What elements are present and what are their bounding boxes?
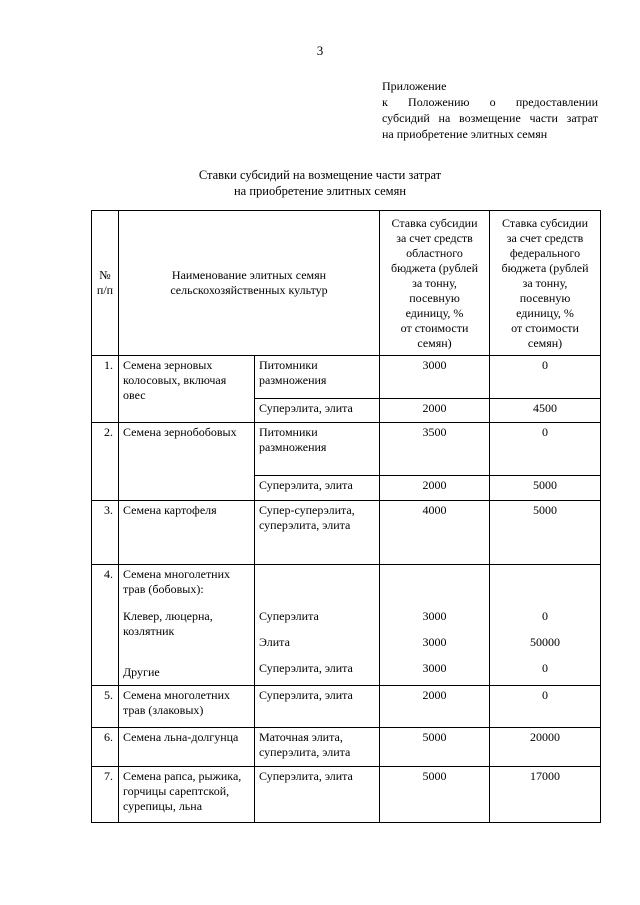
table-row [92, 423, 601, 476]
rate-value: 0 [542, 661, 549, 675]
crop-name-line: овес [123, 388, 146, 402]
subsidy-rates-table [91, 210, 601, 823]
federal-rate: 20000 [490, 728, 601, 767]
subcrop-name-line: Другие [123, 665, 160, 679]
header-regional-rate [380, 211, 490, 356]
federal-rate: 0 [490, 423, 601, 476]
category-line: Супер-суперэлита, [259, 503, 355, 517]
title-line: на приобретение элитных семян [233, 184, 407, 198]
seed-category [255, 565, 380, 686]
crop-name-line: сурепицы, льна [123, 799, 203, 813]
appendix-line: Приложение [382, 79, 447, 93]
rate-value: 0 [542, 609, 549, 623]
table-row [92, 501, 601, 565]
crop-name [119, 356, 255, 423]
category-line: Питомники [259, 425, 318, 439]
table-row [92, 728, 601, 767]
regional-rate: 2000 [380, 399, 490, 423]
category-line: размножения [259, 373, 327, 387]
federal-rate: 0 [490, 686, 601, 728]
category-line: Питомники [259, 358, 318, 372]
category-line: Суперэлита [259, 609, 319, 623]
header-federal-rate [490, 211, 601, 356]
crop-name-line: Семена льна-долгунца [123, 730, 239, 744]
header-text: Ставка субсидии [502, 215, 589, 230]
crop-name-line: колосовых, включая [123, 373, 227, 387]
header-text: № [99, 268, 111, 282]
header-text: за счет средств [506, 230, 584, 245]
crop-name-line: Семена многолетних [123, 688, 231, 702]
category-line: размножения [259, 440, 327, 454]
crop-name-line: Семена зернобобовых [123, 425, 237, 439]
row-number: 5. [92, 686, 119, 728]
row-number: 7. [92, 767, 119, 823]
federal-rate: 5000 [490, 501, 601, 565]
appendix-line: субсидий на возмещение части затрат [382, 111, 598, 125]
federal-rate [490, 565, 601, 686]
regional-rate: 2000 [380, 476, 490, 501]
crop-name [119, 501, 255, 565]
federal-rate: 5000 [490, 476, 601, 501]
header-text: п/п [96, 283, 114, 297]
header-text: от стоимости [400, 320, 469, 335]
header-text: от стоимости [511, 320, 579, 335]
crop-name-line: Семена картофеля [123, 503, 217, 517]
crop-name [119, 728, 255, 767]
header-text: сельскохозяйственных культур [170, 283, 328, 297]
header-text: за тонну, [522, 275, 568, 290]
crop-name-line: Семена рапса, рыжика, [123, 769, 242, 783]
regional-rate: 3500 [380, 423, 490, 476]
header-text: семян) [527, 335, 563, 350]
crop-name [119, 686, 255, 728]
regional-rate: 2000 [380, 686, 490, 728]
regional-rate: 5000 [380, 728, 490, 767]
header-text: федерального [509, 245, 581, 260]
crop-name-line: трав (бобовых): [123, 582, 204, 596]
table-row [92, 767, 601, 823]
regional-rate [380, 565, 490, 686]
header-text: единицу, % [405, 305, 464, 320]
federal-rate: 17000 [490, 767, 601, 823]
row-number: 2. [92, 423, 119, 501]
rate-value: 50000 [530, 635, 561, 649]
rate-value: 3000 [422, 635, 447, 649]
federal-rate: 0 [490, 356, 601, 399]
row-number: 4. [92, 565, 119, 686]
row-number: 6. [92, 728, 119, 767]
regional-rate: 4000 [380, 501, 490, 565]
crop-name [119, 423, 255, 501]
seed-category [255, 356, 380, 399]
category-line: суперэлита, элита [259, 745, 351, 759]
appendix-line: на приобретение элитных семян [382, 127, 548, 141]
seed-category [255, 728, 380, 767]
header-text: Наименование элитных семян [171, 268, 327, 282]
crop-name [119, 565, 255, 686]
header-text: семян) [417, 335, 452, 350]
header-seed-name [119, 211, 380, 356]
category-line: Суперэлита, элита [259, 661, 353, 675]
crop-name-line: Семена зерновых [123, 358, 213, 372]
crop-name-line: трав (злаковых) [123, 703, 204, 717]
category-line: Маточная элита, [259, 730, 343, 744]
row-number: 1. [92, 356, 119, 423]
table-row [92, 565, 601, 686]
seed-category [255, 501, 380, 565]
header-number [92, 211, 119, 356]
seed-category: Суперэлита, элита [255, 767, 380, 823]
seed-category [255, 423, 380, 476]
crop-name [119, 767, 255, 823]
appendix-note [382, 78, 598, 142]
page-number: 3 [316, 43, 324, 58]
table-row [92, 356, 601, 399]
rate-value: 3000 [422, 661, 447, 675]
regional-rate: 5000 [380, 767, 490, 823]
federal-rate: 4500 [490, 399, 601, 423]
crop-name-line: Семена многолетних [123, 567, 231, 581]
rate-value: 3000 [422, 609, 447, 623]
document-title [0, 167, 640, 199]
seed-category: Суперэлита, элита [255, 686, 380, 728]
header-text: Ставка субсидии [391, 215, 478, 230]
subcrop-name-line: козлятник [123, 624, 175, 638]
category-line: суперэлита, элита [259, 518, 351, 532]
header-text: бюджета (рублей [501, 260, 589, 275]
row-number: 3. [92, 501, 119, 565]
category-line: Элита [259, 635, 290, 649]
header-text: бюджета (рублей [391, 260, 478, 275]
appendix-line: к Положению о предоставлении [382, 95, 598, 109]
header-text: посевную [409, 290, 460, 305]
title-line: Ставки субсидий на возмещение части затрат [198, 168, 442, 182]
seed-category: Суперэлита, элита [255, 399, 380, 423]
table-header-row [92, 211, 601, 356]
regional-rate: 3000 [380, 356, 490, 399]
table-row [92, 686, 601, 728]
crop-name-line: горчицы сарептской, [123, 784, 230, 798]
header-text: за тонну, [412, 275, 457, 290]
header-text: посевную [519, 290, 571, 305]
seed-category: Суперэлита, элита [255, 476, 380, 501]
header-text: областного [406, 245, 463, 260]
header-text: единицу, % [516, 305, 574, 320]
header-text: за счет средств [396, 230, 473, 245]
subcrop-name-line: Клевер, люцерна, [123, 609, 213, 623]
